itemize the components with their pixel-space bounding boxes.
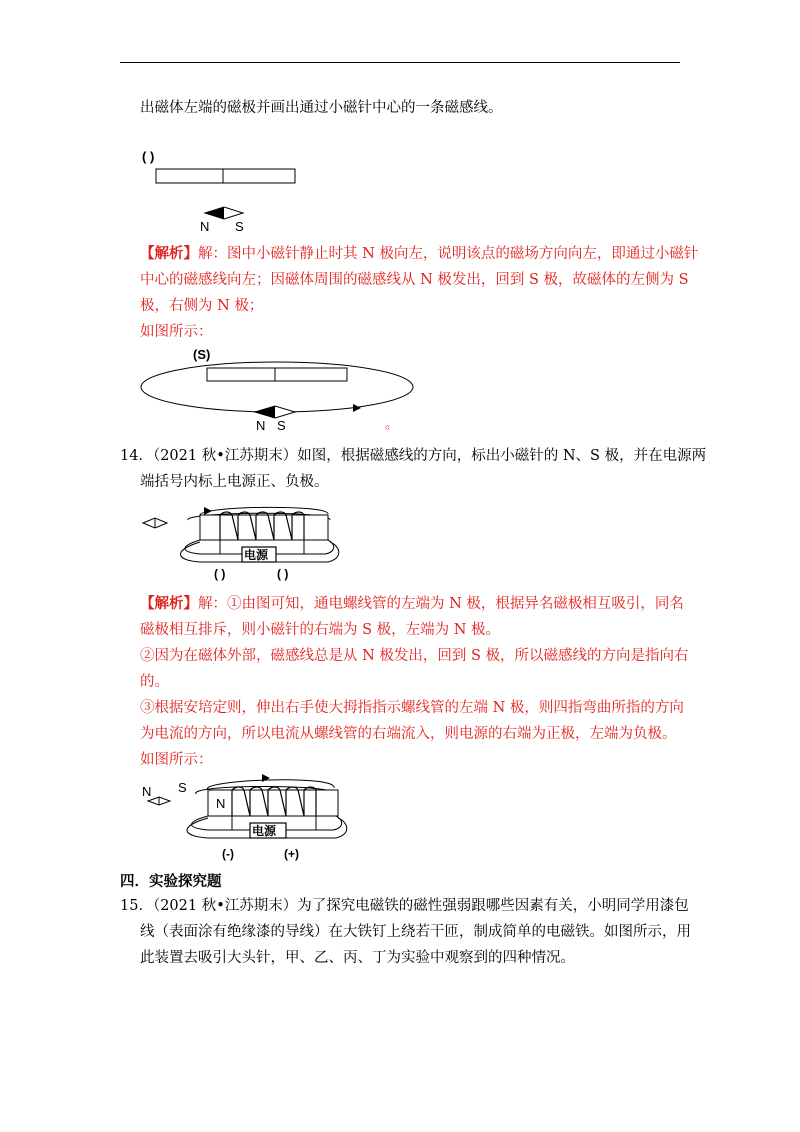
compass-needle-north-half: [255, 406, 275, 418]
analysis-text: 解：图中小磁针静止时其 N 极向左，说明该点的磁场方向向左，即通过小磁针: [198, 246, 699, 262]
q14-analysis-6: 为电流的方向，所以电流从螺线管的右端流入，则电源的右端为正极，左端为负极。: [140, 726, 677, 742]
needle-s-label: S: [277, 418, 286, 432]
q13-analysis-3: 极，右侧为 N 极；: [140, 298, 264, 314]
power-label: 电源: [244, 548, 269, 562]
needle-s-label: S: [235, 219, 244, 234]
analysis-text: 解：①由图可知，通电螺线管的左端为 N 极，根据异名磁极相互吸引，同名: [198, 596, 684, 612]
needle-n-label: N: [142, 784, 152, 799]
end-mark: 。: [385, 416, 399, 431]
q14-analysis-4: 的。: [140, 674, 169, 690]
q15-stem-1: 15．（2021 秋•江苏期末）为了探究电磁铁的磁性强弱跟哪些因素有关，小明同学用漆包: [120, 898, 689, 914]
compass-needle-north-half: [205, 207, 224, 219]
field-line-top-outer: [200, 507, 328, 515]
q13-figure-answer: [135, 342, 455, 432]
q13-intro: 出磁体左端的磁极并画出通过小磁针中心的一条磁感线。: [140, 100, 503, 116]
q14-figure-question: [140, 498, 340, 584]
analysis-tag: 【解析】: [140, 245, 198, 262]
solenoid-core: [200, 515, 328, 540]
right-bracket: ( ): [277, 567, 289, 581]
q13-as-shown: 如图所示：: [140, 324, 213, 340]
minus-label: (-): [222, 847, 234, 861]
analysis-tag: 【解析】: [140, 595, 198, 612]
field-arrow: [204, 507, 212, 515]
bar-magnet: [156, 169, 295, 183]
pole-blank-label: ( ): [142, 149, 155, 164]
q14-analysis-1: [140, 594, 684, 614]
q14-stem-2: 端括号内标上电源正、负极。: [140, 474, 329, 490]
q14-figure-answer: [138, 770, 348, 866]
q13-analysis-2: 中心的磁感线向左；因磁体周围的磁感线从 N 极发出，回到 S 极，故磁体的左侧为 S: [140, 272, 689, 288]
q14-as-shown: 如图所示：: [140, 752, 213, 768]
needle-n-label: N: [200, 219, 210, 234]
q15-stem-2: 线（表面涂有绝缘漆的导线）在大铁钉上绕若干匝，制成简单的电磁铁。如图所示，用: [140, 924, 691, 940]
power-label: 电源: [252, 824, 277, 838]
needle-n-label: N: [256, 418, 266, 432]
left-bracket: ( ): [214, 567, 226, 581]
field-arrow: [262, 774, 270, 782]
coil-n-label: N: [216, 796, 226, 811]
q14-analysis-5: ③根据安培定则，伸出右手使大拇指指示螺线管的左端 N 极，则四指弯曲所指的方向: [140, 700, 684, 716]
solenoid-core: [208, 790, 338, 816]
header-rule: [120, 62, 680, 63]
section-title: 四．实验探究题: [120, 873, 222, 890]
pole-s-label: (S): [193, 347, 211, 362]
q13-figure-question: [138, 145, 318, 235]
q14-analysis-3: ②因为在磁体外部，磁感线总是从 N 极发出，回到 S 极，所以磁感线的方向是指向右: [140, 648, 689, 664]
bar-magnet: [207, 368, 347, 381]
q15-stem-3: 此装置去吸引大头针，甲、乙、丙、丁为实验中观察到的四种情况。: [140, 950, 575, 966]
plus-label: (+): [284, 847, 299, 861]
needle-s-label: S: [178, 780, 187, 795]
q13-analysis-1: [140, 244, 698, 264]
q14-stem-1: 14．（2021 秋•江苏期末）如图，根据磁感线的方向，标出小磁针的 N、S 极，并在电源两: [120, 448, 707, 464]
q14-analysis-2: 磁极相互排斥，则小磁针的右端为 S 极，左端为 N 极。: [140, 622, 501, 638]
field-arrow: [353, 404, 361, 412]
